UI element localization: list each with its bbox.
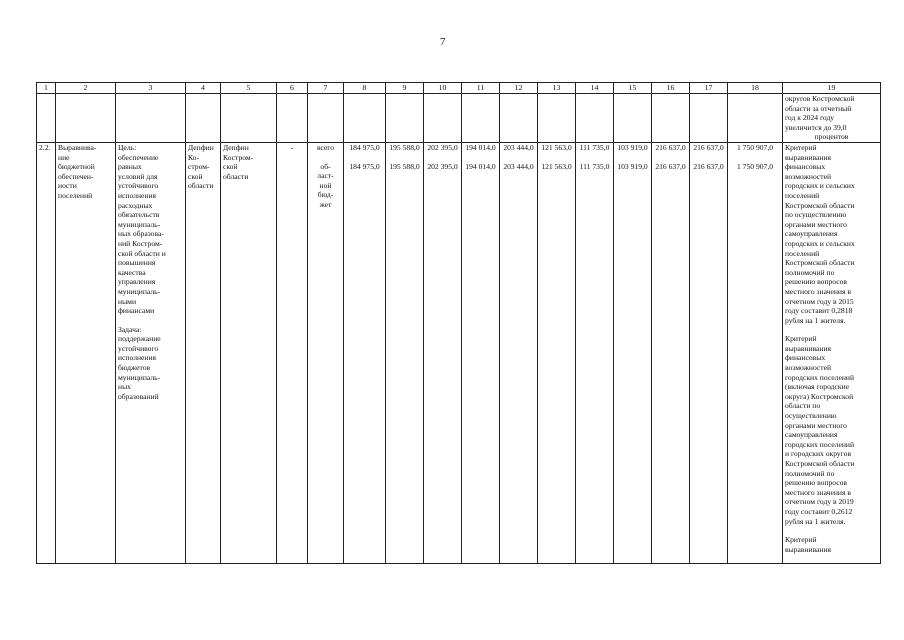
co-executor-line: Костром- [223,152,254,162]
funding-budget-line: об- [320,161,331,171]
funding-budget-line: ной [319,180,332,190]
header-cell: 7 [308,83,344,94]
criterion-line: финансовых [785,162,826,172]
header-cell: 12 [500,83,538,94]
empty-cell [186,94,221,143]
header-cell: 18 [728,83,783,94]
event-name-line: ние [58,152,70,162]
criterion-line: городских и сельских [785,181,855,191]
header-cell: 19 [783,83,881,94]
executor-line: Ко- [188,152,200,162]
value-cell [424,143,462,564]
goal-line: управления [118,277,156,287]
header-cell: 8 [344,83,386,94]
criterion-line: городских поселений [785,439,855,449]
criterion-line: рубля на 1 жителя. [785,315,846,325]
criterion-line: возможностей [785,171,832,181]
task-line: Задача: [118,324,142,334]
table-row [37,143,881,564]
empty-cell [344,94,386,143]
value-total: 202 395,0 [427,143,458,152]
criterion-line: и городских округов [785,449,852,459]
criterion-line: городских поселений [785,372,855,382]
empty-cell [728,94,783,143]
criterion-line: году составит 0,2612 [785,506,853,516]
criterion-line: решению вопросов [785,478,848,488]
header-cell: 17 [690,83,728,94]
criterion-line: округов Костромской [785,94,855,103]
value-cell [538,143,576,564]
criterion-line: Костромской области [785,200,855,210]
criterion-line: отчетном году в 2015 [785,296,854,306]
spacer [388,153,421,162]
value-total: 121 563,0 [541,143,572,152]
task-line: ных [118,382,131,392]
value-budget: 216 637,0 [693,161,724,171]
goal-line: равных [118,162,142,172]
criterion-line: самоуправления [785,430,838,440]
empty-cell [614,94,652,143]
task-line: исполнения [118,353,157,363]
goal-line: исполнения [118,190,157,200]
value-total: 194 014,0 [465,143,496,152]
value-cell [386,143,424,564]
value-budget: 202 395,0 [427,161,458,171]
co-executor-line: Депфин [223,143,249,152]
spacer [616,153,649,162]
header-cell: 14 [576,83,614,94]
value-total: 111 735,0 [579,143,610,152]
criterion-line: местного значения в [785,286,851,296]
criterion-line: органами местного [785,420,847,430]
header-cell: 15 [614,83,652,94]
funding-budget-line: жет [319,199,332,209]
value-total: 103 919,0 [617,143,648,152]
criterion-line: выравнивания [785,152,832,162]
criterion-line: процентов [814,132,849,142]
goal-line: обязательств [118,210,160,220]
executor-line: области [188,181,214,191]
goal-line: расходных [118,200,153,210]
funding-source-cell [308,143,344,564]
criterion-line: органами местного [785,219,847,229]
spacer [785,325,878,334]
empty-cell [56,94,116,143]
event-name-line: обеспечен- [58,171,94,181]
criterion-line: отчетном году в 2019 [785,497,854,507]
task-line: муниципаль- [118,372,161,382]
program-table [36,82,881,564]
value-total: 203 444,0 [503,143,534,152]
value-cell [690,143,728,564]
criterion-line: поселений [785,248,820,258]
header-cell: 3 [116,83,186,94]
value-cell [500,143,538,564]
spacer [654,153,687,162]
continuation-criterion-cell [783,94,881,143]
empty-cell [37,94,56,143]
criterion-line: области по [785,401,821,411]
criterion-line: Критерий [785,143,817,152]
co-executor-line: ской [223,162,238,172]
criterion-line: году составит 0,2818 [785,306,853,316]
event-name-line: ности [58,181,77,191]
event-name-cell [56,143,116,564]
header-cell: 9 [386,83,424,94]
value-budget: 184 975,0 [349,161,380,171]
value-cell [614,143,652,564]
spacer [578,153,611,162]
empty-cell [690,94,728,143]
goal-line: обеспечение [118,152,159,162]
goal-line: муниципаль- [118,219,161,229]
executor-line: ской [188,171,203,181]
header-cell: 2 [56,83,116,94]
header-cell: 4 [186,83,221,94]
criterion-line: финансовых [785,353,826,363]
goal-line: ными [118,296,137,306]
header-cell: 16 [652,83,690,94]
co-executor-cell [221,143,277,564]
value-cell [652,143,690,564]
funding-total-label: всего [316,143,335,152]
responsible-executor-cell [186,143,221,564]
header-cell: 5 [221,83,277,94]
dash-cell: - [277,143,308,564]
empty-cell [424,94,462,143]
criterion-line: выравнивания [785,343,832,353]
criterion-line: рубля на 1 жителя. [785,516,846,526]
spacer [464,153,497,162]
empty-cell [116,94,186,143]
task-line: устойчивого [118,343,159,353]
criterion-line: области за отчетный [785,103,852,113]
criterion-line: самоуправления [785,229,838,239]
row-number-cell: 2.2. [37,143,56,564]
criteria-cell [783,143,881,564]
criterion-line: полномочий по [785,468,835,478]
value-cell [576,143,614,564]
criterion-line: городских и сельских [785,238,855,248]
funding-budget-line: бюд- [317,190,334,200]
value-budget: 194 014,0 [465,161,496,171]
value-budget: 216 637,0 [655,161,686,171]
empty-cell [221,94,277,143]
goal-line: ных образова- [118,229,164,239]
event-name-line: Выравнива- [58,143,97,152]
value-budget: 195 588,0 [389,161,420,171]
value-budget: 103 919,0 [617,161,648,171]
empty-cell [500,94,538,143]
empty-cell [277,94,308,143]
criterion-line: год к 2024 году [785,113,835,123]
criterion-line: Критерий [785,535,817,545]
criterion-line: возможностей [785,363,832,373]
value-total: 195 588,0 [389,143,420,152]
event-name-line: бюджетной [58,162,95,172]
criterion-line: поселений [785,190,820,200]
value-budget: 111 735,0 [579,161,610,171]
criterion-line: местного значения в [785,487,851,497]
header-cell: 6 [277,83,308,94]
goal-line: финансами [118,306,155,316]
empty-cell [576,94,614,143]
goal-line: Цель: [118,143,137,152]
value-total: 184 975,0 [349,143,380,152]
executor-line: стром- [188,162,210,172]
goal-line: повышения [118,258,156,268]
value-cell [344,143,386,564]
goal-line: ний Костром- [118,238,163,248]
value-total: 216 637,0 [693,143,724,152]
event-name-line: поселений [58,190,93,200]
spacer [346,153,383,162]
value-total: 216 637,0 [655,143,686,152]
spacer [502,153,535,162]
funding-budget-line: ласт- [317,171,334,181]
goal-line: устойчивого [118,181,159,191]
empty-cell [652,94,690,143]
continuation-row [37,94,881,143]
spacer [118,316,183,325]
empty-cell [386,94,424,143]
spacer [692,153,725,162]
criterion-line: по осуществлению [785,210,847,220]
spacer [730,153,780,162]
co-executor-line: области [223,171,249,181]
goal-line: ской области и [118,248,166,258]
criterion-line: Костромской области [785,258,855,268]
value-budget: 1 750 907,0 [736,161,774,171]
spacer [540,153,573,162]
criterion-line: выравнивания [785,544,832,554]
spacer [426,153,459,162]
criterion-line: (включая городские [785,382,850,392]
criterion-line: осуществлению [785,411,837,421]
criterion-line: решению вопросов [785,277,848,287]
goal-task-cell [116,143,186,564]
value-cell [462,143,500,564]
page-number: 7 [440,36,446,48]
criterion-line: Костромской области [785,459,855,468]
empty-cell [308,94,344,143]
header-cell: 10 [424,83,462,94]
spacer [785,526,878,535]
criterion-line: округа) Костромской [785,391,854,401]
header-cell: 11 [462,83,500,94]
executor-line: Депфин [188,143,214,152]
empty-cell [462,94,500,143]
value-budget: 121 563,0 [541,161,572,171]
criterion-line: полномочий по [785,267,835,277]
empty-cell [538,94,576,143]
task-line: образований [118,391,159,401]
criterion-line: увеличится до 39,0 [785,122,847,132]
goal-line: качества [118,267,146,277]
value-total: 1 750 907,0 [736,143,774,152]
goal-line: муниципаль- [118,286,161,296]
goal-line: условий для [118,171,158,181]
header-cell: 13 [538,83,576,94]
column-number-header-row [37,83,881,94]
value-budget: 203 444,0 [503,161,534,171]
header-cell: 1 [37,83,56,94]
task-line: бюджетов [118,363,151,373]
task-line: поддержание [118,334,161,344]
criterion-line: Критерий [785,334,817,344]
value-cell-sum [728,143,783,564]
spacer [310,153,341,162]
